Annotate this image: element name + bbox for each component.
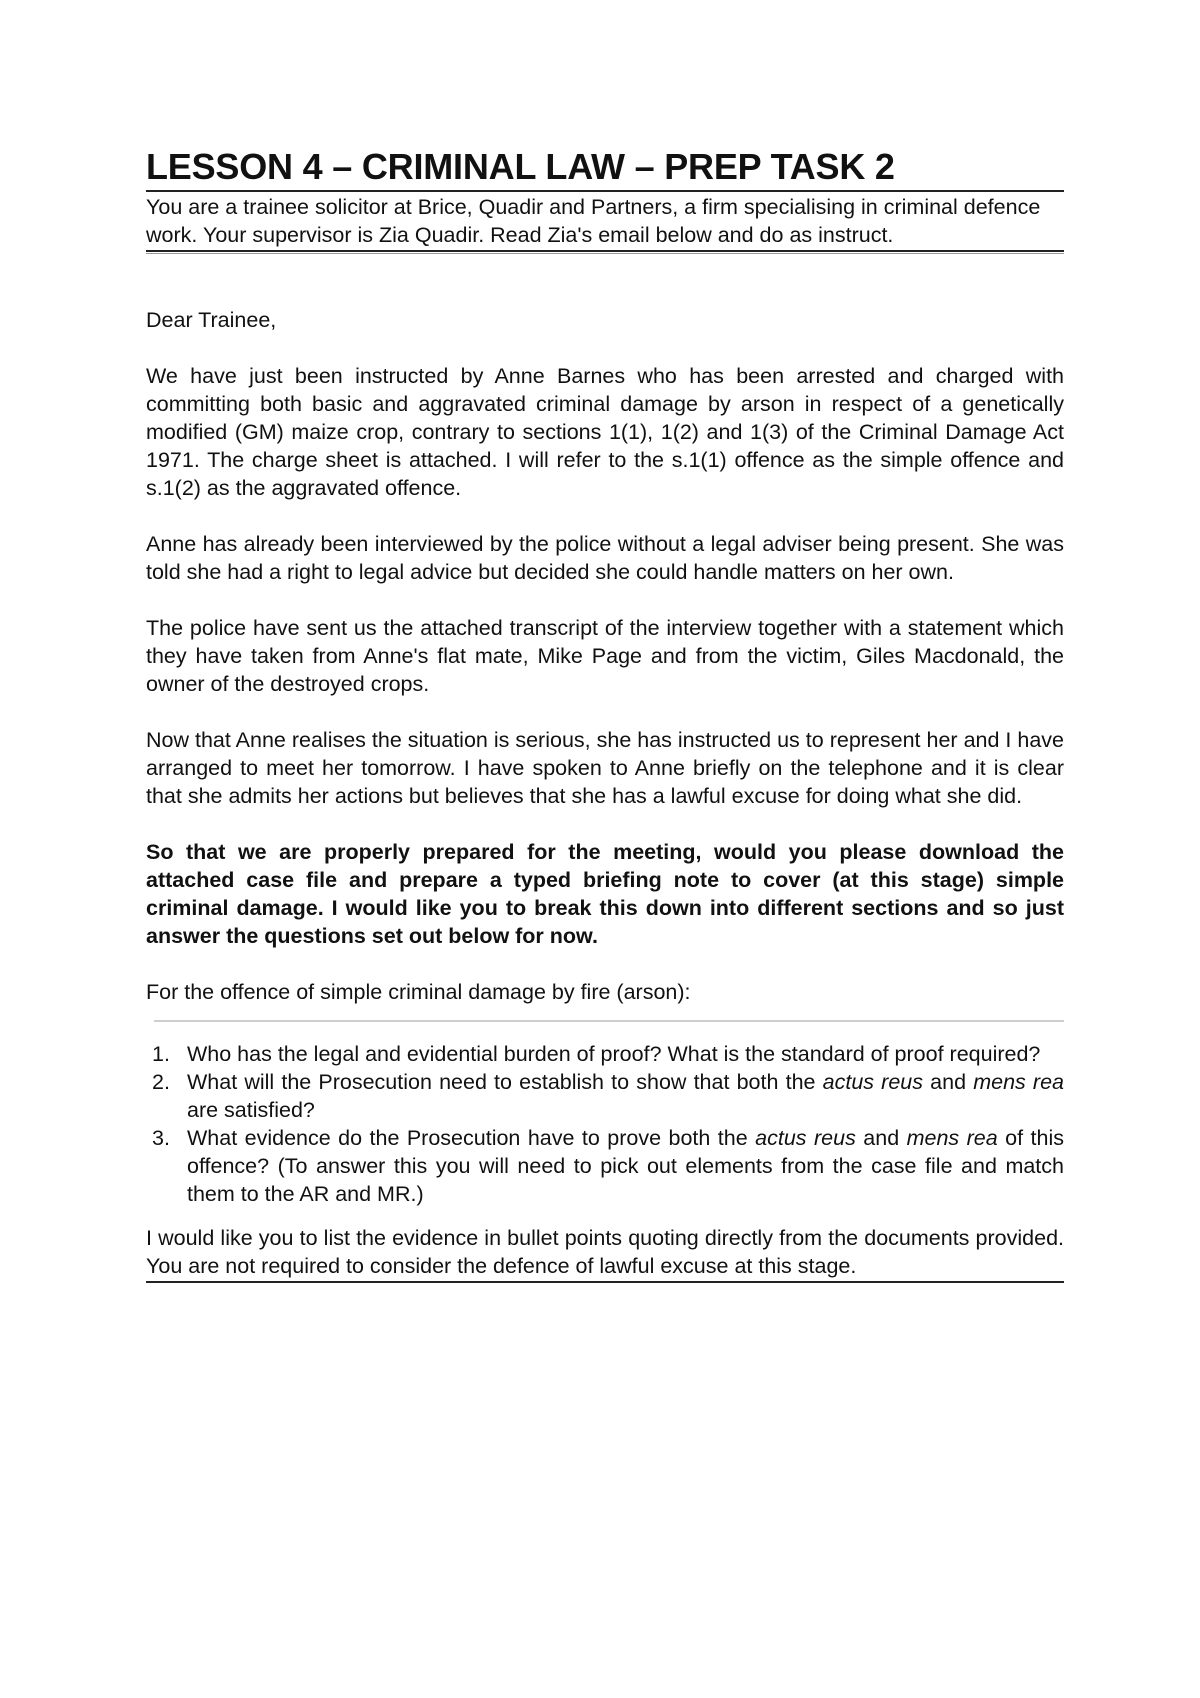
question-text-part: are satisfied? xyxy=(187,1098,315,1122)
legal-term-actus-reus: actus reus xyxy=(755,1126,856,1150)
salutation: Dear Trainee, xyxy=(146,308,277,332)
question-item xyxy=(146,1068,1064,1124)
paragraph-meeting: Now that Anne realises the situation is serious, she has instructed us to represent her and I have arranged to meet her tomorrow. I have spoken to Anne briefly on the telephone and it is clear that she admits her actions but believes that she has a lawful excuse for doing what she did. xyxy=(146,728,1064,808)
question-text-part: of this offence? (To answer this you will need to pick out elements from the case file and match them to the AR and MR.) xyxy=(187,1126,1065,1206)
legal-term-mens-rea: mens rea xyxy=(973,1070,1065,1094)
intro-divider xyxy=(146,253,1064,254)
document-title: LESSON 4 – CRIMINAL LAW – PREP TASK 2 xyxy=(146,146,1064,192)
question-item xyxy=(146,1124,1064,1208)
question-text: Who has the legal and evidential burden of proof? What is the standard of proof required? xyxy=(187,1042,1041,1066)
question-number: 1. xyxy=(152,1042,170,1066)
question-text-part: What evidence do the Prosecution have to prove both the xyxy=(187,1126,756,1150)
question-text-part: and xyxy=(923,1070,974,1094)
legal-term-actus-reus: actus reus xyxy=(822,1070,924,1094)
legal-term-mens-rea: mens rea xyxy=(906,1126,998,1150)
offence-lead-in: For the offence of simple criminal damage by fire (arson): xyxy=(146,980,691,1004)
paragraph-instruction: We have just been instructed by Anne Barnes who has been arrested and charged with committing both basic and aggravated criminal damage by arson in respect of a genetically modified (GM) maize crop, contrary to sections 1(1), 1(2) and 1(3) of the Criminal Damage Act 1971. The charge sheet is attached. I will refer to the s.1(1) offence as the simple offence and s.1(2) as the aggravated offence. xyxy=(146,364,1064,500)
question-text-part: and xyxy=(855,1126,907,1150)
question-number: 3. xyxy=(152,1126,170,1150)
paragraph-interview: Anne has already been interviewed by the police without a legal adviser being present. She was told she had a right to legal advice but decided she could handle matters on her own. xyxy=(146,532,1064,584)
task-intro: You are a trainee solicitor at Brice, Quadir and Partners, a firm specialising in criminal defence work. Your supervisor is Zia Quadir. Read Zia's email below and do as instruct. xyxy=(146,193,1064,252)
task-instruction-bold: So that we are properly prepared for the meeting, would you please download the attached case file and prepare a typed briefing note to cover (at this stage) simple criminal damage. I would like you to break this down into different sections and so just answer the questions set out below for now. xyxy=(146,840,1064,948)
email-body xyxy=(146,306,1064,1283)
document-page xyxy=(146,146,1064,1283)
question-text-part: What will the Prosecution need to establish to show that both the xyxy=(187,1070,823,1094)
questions-divider xyxy=(154,1020,1064,1022)
question-number: 2. xyxy=(152,1070,170,1094)
questions-list xyxy=(146,1040,1064,1208)
question-item xyxy=(146,1040,1064,1068)
closing-instruction: I would like you to list the evidence in bullet points quoting directly from the documents provided. You are not required to consider the defence of lawful excuse at this stage. xyxy=(146,1224,1064,1283)
paragraph-transcript: The police have sent us the attached transcript of the interview together with a statement which they have taken from Anne's flat mate, Mike Page and from the victim, Giles Macdonald, the owner of the destroyed crops. xyxy=(146,616,1064,696)
